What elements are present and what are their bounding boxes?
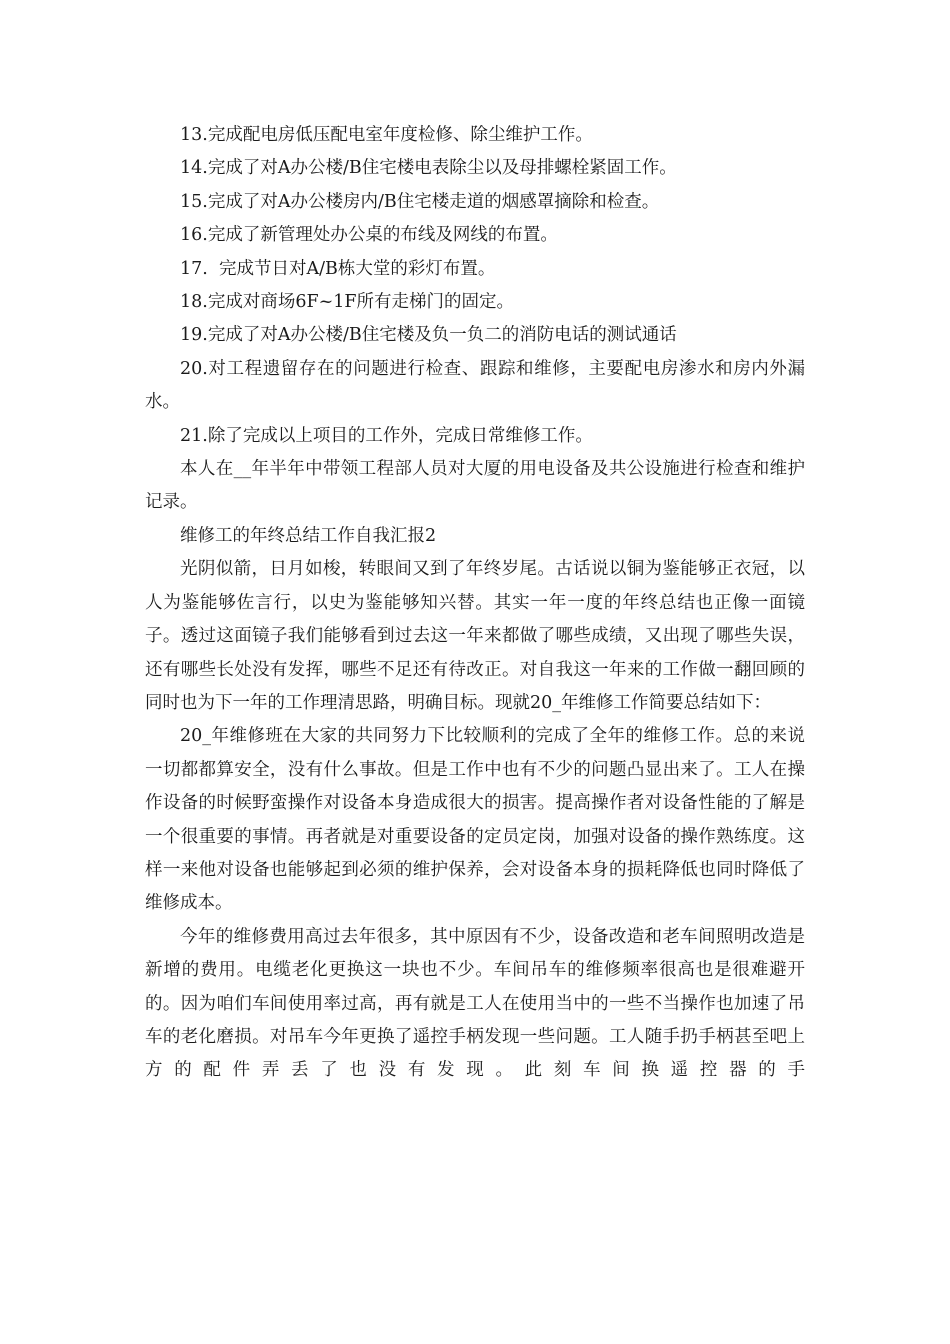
list-item-15: 15.完成了对A办公楼房内/B住宅楼走道的烟感罩摘除和检查。: [180, 191, 660, 212]
list-item-21: 21.除了完成以上项目的工作外，完成日常维修工作。: [180, 425, 593, 446]
body-paragraph-costs: 今年的维修费用高过去年很多，其中原因有不少，设备改造和老车间照明改造是新增的费用。电缆老化更换这一块也不少。车间吊车的维修频率很高也是很难避开的。因为咱们车间使用率过高，再有就是工人在使用当中的一些不当操作也加速了吊车的老化磨损。对吊车今年更换了遥控手柄发现一些问题。工人随手扔手柄甚至吧上方的配件弄丢了也没有发现。此刻车间换遥控器的手: [145, 926, 805, 1081]
summary-paragraph: 本人在__年半年中带领工程部人员对大厦的用电设备及共公设施进行检查和维护记录。: [145, 459, 805, 513]
list-item-19: 19.完成了对A办公楼/B住宅楼及负一负二的消防电话的测试通话: [180, 325, 677, 346]
document-page: [145, 119, 805, 1088]
body-paragraph-overview: 20_年维修班在大家的共同努力下比较顺利的完成了全年的维修工作。总的来说一切都都算安全，没有什么事故。但是工作中也有不少的问题凸显出来了。工人在操作设备的时候野蛮操作对设备本身造成很大的损害。提高操作者对设备性能的了解是一个很重要的事情。再者就是对重要设备的定员定岗，加强对设备的操作熟练度。这样一来他对设备也能够起到必须的维护保养，会对设备本身的损耗降低也同时降低了维修成本。: [145, 726, 805, 914]
list-item-18: 18.完成对商场6F~1F所有走梯门的固定。: [180, 292, 515, 313]
list-item-20: 20.对工程遗留存在的问题进行检查、跟踪和维修，主要配电房渗水和房内外漏水。: [145, 358, 805, 413]
list-item-14: 14.完成了对A办公楼/B住宅楼电表除尘以及母排螺栓紧固工作。: [180, 158, 677, 179]
list-item-17: 17. 完成节日对A/B栋大堂的彩灯布置。: [180, 258, 496, 279]
list-item-16: 16.完成了新管理处办公桌的布线及网线的布置。: [180, 225, 558, 246]
list-item-13: 13.完成配电房低压配电室年度检修、除尘维护工作。: [180, 125, 593, 145]
section-heading: 维修工的年终总结工作自我汇报2: [180, 525, 437, 546]
body-paragraph-intro: 光阴似箭，日月如梭，转眼间又到了年终岁尾。古话说以铜为鉴能够正衣冠，以人为鉴能够佐言行，以史为鉴能够知兴替。其实一年一度的年终总结也正像一面镜子。透过这面镜子我们能够看到过去这一年来都做了哪些成绩，又出现了哪些失误，还有哪些长处没有发挥，哪些不足还有待改正。对自我这一年来的工作做一翻回顾的同时也为下一年的工作理清思路，明确目标。现就20_年维修工作简要总结如下：: [145, 559, 805, 713]
